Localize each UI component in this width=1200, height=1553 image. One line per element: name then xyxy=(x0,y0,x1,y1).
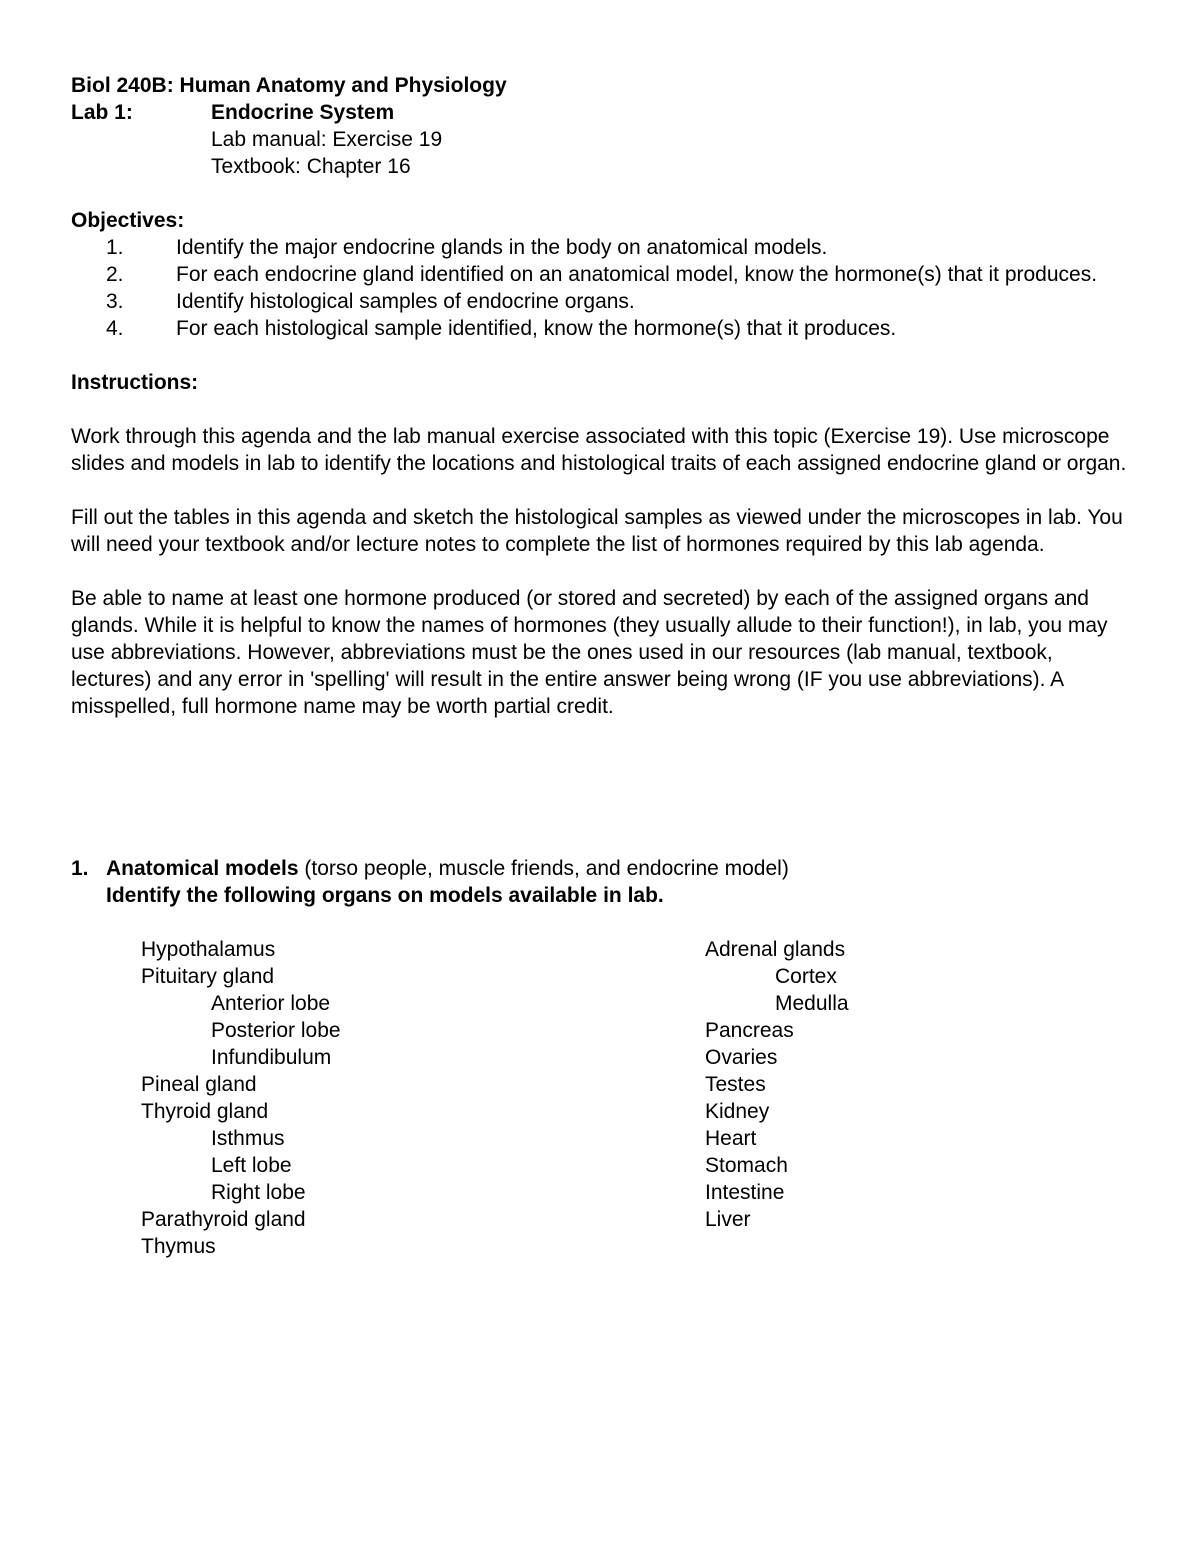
organ-item: Testes xyxy=(705,1073,766,1096)
organ-subitem: Right lobe xyxy=(211,1181,306,1204)
organ-subitem: Posterior lobe xyxy=(211,1019,341,1042)
section-title xyxy=(106,855,1131,882)
organ-item: Stomach xyxy=(705,1154,788,1177)
organ-subitem: Isthmus xyxy=(211,1127,285,1150)
objective-text: Identify histological samples of endocrine organs. xyxy=(176,290,635,313)
objective-item xyxy=(71,234,1131,261)
organ-subitem: Left lobe xyxy=(211,1154,292,1177)
instructions-paragraph: Fill out the tables in this agenda and sketch the histological samples as viewed under the microscopes in lab. You will need your textbook and/or lecture notes to complete the list of hormones required by this lab agenda. xyxy=(71,506,1123,556)
organ-item: Ovaries xyxy=(705,1046,778,1069)
organ-item: Adrenal glands xyxy=(705,938,846,961)
organ-item: Liver xyxy=(705,1208,751,1231)
organ-item: Heart xyxy=(705,1127,757,1150)
organ-list-right xyxy=(705,936,1131,1260)
organ-item: Kidney xyxy=(705,1100,770,1123)
organ-columns xyxy=(71,936,1131,1260)
organ-subitem: Cortex xyxy=(775,965,837,988)
objective-item xyxy=(71,261,1131,288)
objective-number: 1. xyxy=(106,236,124,259)
organ-subitem: Medulla xyxy=(775,992,849,1015)
objective-text: For each endocrine gland identified on an anatomical model, know the hormone(s) that it produces. xyxy=(176,263,1098,286)
section-anatomical-models xyxy=(71,855,1131,909)
organ-item: Parathyroid gland xyxy=(141,1208,306,1231)
lab-manual-ref: Lab manual: Exercise 19 xyxy=(211,128,443,151)
section-subtitle: Identify the following organs on models available in lab. xyxy=(106,884,664,907)
organ-item: Thymus xyxy=(141,1235,216,1258)
organ-list-left xyxy=(141,936,705,1260)
organ-item: Pancreas xyxy=(705,1019,794,1042)
document-page xyxy=(71,72,1131,1260)
lab-title-row xyxy=(71,99,1131,126)
organ-subitem: Anterior lobe xyxy=(211,992,331,1015)
objective-number: 3. xyxy=(106,290,124,313)
objective-item xyxy=(71,315,1131,342)
instructions-heading: Instructions: xyxy=(71,371,199,394)
objective-text: Identify the major endocrine glands in the body on anatomical models. xyxy=(176,236,828,259)
organ-item: Pituitary gland xyxy=(141,965,275,988)
section-title-bold: Anatomical models xyxy=(106,857,299,880)
course-title: Biol 240B: Human Anatomy and Physiology xyxy=(71,74,507,97)
textbook-ref: Textbook: Chapter 16 xyxy=(211,155,411,178)
section-title-rest: (torso people, muscle friends, and endocrine model) xyxy=(298,857,789,880)
section-number: 1. xyxy=(71,857,89,880)
objectives-list xyxy=(71,234,1131,342)
lab-label: Lab 1: xyxy=(71,101,133,124)
organ-item: Pineal gland xyxy=(141,1073,257,1096)
objective-text: For each histological sample identified, know the hormone(s) that it produces. xyxy=(176,317,897,340)
instructions-paragraph: Work through this agenda and the lab manual exercise associated with this topic (Exercise 19). Use microscope slides and models in lab to identify the locations and histological traits of each assigned endocrine gland or organ. xyxy=(71,425,1127,475)
organ-item: Thyroid gland xyxy=(141,1100,269,1123)
objective-number: 4. xyxy=(106,317,124,340)
lab-title: Endocrine System xyxy=(211,101,395,124)
organ-item: Hypothalamus xyxy=(141,938,276,961)
organ-subitem: Infundibulum xyxy=(211,1046,332,1069)
objectives-heading: Objectives: xyxy=(71,209,185,232)
organ-item: Intestine xyxy=(705,1181,785,1204)
objective-number: 2. xyxy=(106,263,124,286)
instructions-paragraph: Be able to name at least one hormone produced (or stored and secreted) by each of the assigned organs and glands. While it is helpful to know the names of hormones (they usually allude to their function!), in lab, you may use abbreviations. However, abbreviations must be the ones used in our resources (lab manual, textbook, lectures) and any error in 'spelling' will result in the entire answer being wrong (IF you use abbreviations). A misspelled, full hormone name may be worth partial credit. xyxy=(71,587,1108,718)
objective-item xyxy=(71,288,1131,315)
